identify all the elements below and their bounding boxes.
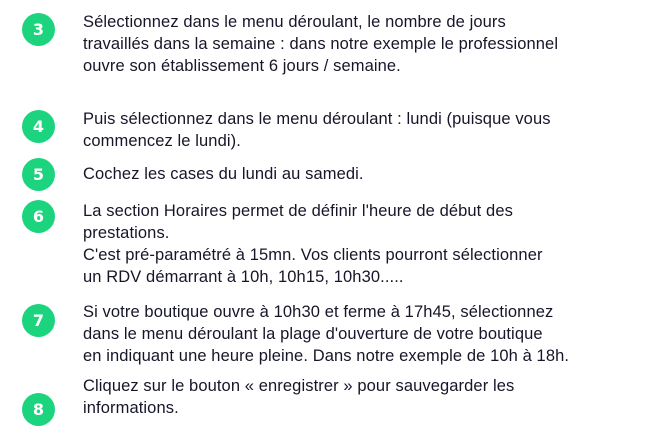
step-number-badge-5: 5 [22,158,55,191]
step-3-line-2: travaillés dans la semaine : dans notre exemple le professionnel [83,35,559,53]
step-number-badge-7: 7 [22,304,55,337]
step-3-line-1: Sélectionnez dans le menu déroulant, le nombre de jours [83,13,506,31]
step-number-badge-3: 3 [22,13,55,46]
step-3-line-3: ouvre son établissement 6 jours / semaine. [83,57,401,75]
step-7-text [83,301,643,367]
step-6-text [83,200,643,288]
step-6-line-1: La section Horaires permet de définir l'heure de début des [83,202,513,220]
step-number-badge-6: 6 [22,200,55,233]
step-8-text [83,375,643,419]
step-8-line-2: informations. [83,399,179,417]
step-6-line-2: prestations. [83,224,170,242]
step-4-line-2: commencez le lundi). [83,132,241,150]
step-5-line-1: Cochez les cases du lundi au samedi. [83,165,364,183]
step-4-line-1: Puis sélectionnez dans le menu déroulant : lundi (puisque vous [83,110,551,128]
step-number-badge-8: 8 [22,393,55,426]
step-7-line-3: en indiquant une heure pleine. Dans notre exemple de 10h à 18h. [83,347,570,365]
step-3-text [83,11,643,77]
step-7-line-1: Si votre boutique ouvre à 10h30 et ferme à 17h45, sélectionnez [83,303,554,321]
step-4-text [83,108,643,152]
step-8-line-1: Cliquez sur le bouton « enregistrer » pour sauvegarder les [83,377,515,395]
step-5-text [83,163,643,185]
step-6-line-4: un RDV démarrant à 10h, 10h15, 10h30..... [83,268,404,286]
step-number-badge-4: 4 [22,110,55,143]
step-7-line-2: dans le menu déroulant la plage d'ouverture de votre boutique [83,325,543,343]
step-6-line-3: C'est pré-paramétré à 15mn. Vos clients pourront sélectionner [83,246,543,264]
